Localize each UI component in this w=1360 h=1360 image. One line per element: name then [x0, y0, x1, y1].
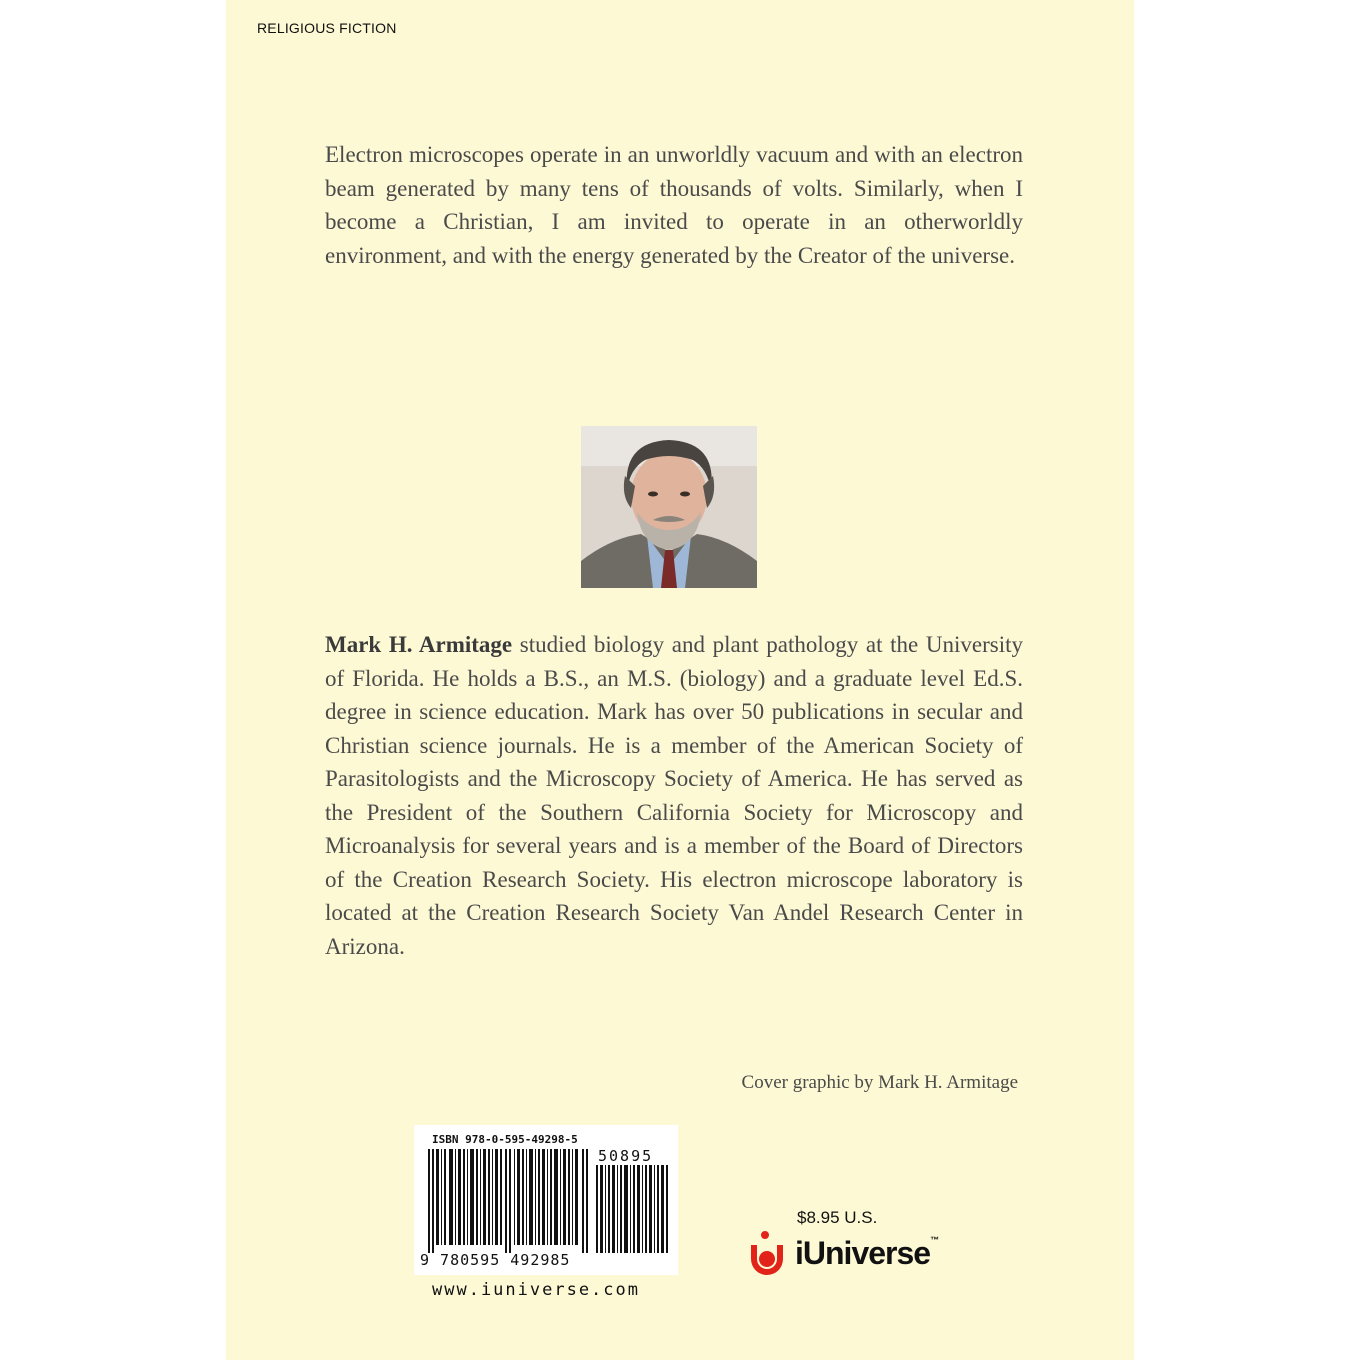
blurb-paragraph: Electron microscopes operate in an unworldly vacuum and with an electron beam generated by many tens of thousands of volts. Similarly, when I become a Christian, I am invited to operate in an otherworldly environment, and with the energy generated by the Creator of the universe. — [325, 142, 1023, 268]
price: $8.95 U.S. — [797, 1208, 878, 1227]
addon-number: 50895 — [598, 1147, 654, 1165]
bio-text: studied biology and plant pathology at the University of Florida. He holds a B.S., an M.S. (biology) and a graduate level Ed.S. degree in science education. Mark has over 50 publications in secular and Christian science journals. He is a member of the American Society of Parasitologists and the Microscopy Society of America. He has served as the President of the Southern California Society for Microscopy and Microanalysis for several years and is a member of the Board of Directors of the Creation Research Society. His electron microscope laboratory is located at the Creation Research Society Van Andel Research Center in Arizona. — [325, 632, 1023, 959]
isbn-number: 9 780595 492985 — [420, 1251, 571, 1269]
iuniverse-logo-icon — [747, 1231, 791, 1279]
addon-barcode — [596, 1165, 670, 1253]
back-cover — [226, 0, 1134, 1360]
author-photo — [581, 426, 757, 588]
author-name: Mark H. Armitage — [325, 632, 513, 657]
barcode — [414, 1125, 678, 1275]
publisher-name: iUniverse™ — [795, 1235, 940, 1271]
website-url: www.iuniverse.com — [432, 1280, 640, 1300]
isbn-label: ISBN 978-0-595-49298-5 — [432, 1133, 578, 1146]
author-bio — [325, 628, 1023, 963]
cover-credit: Cover graphic by Mark H. Armitage — [741, 1072, 1018, 1093]
isbn-barcode — [428, 1149, 588, 1253]
genre-label: RELIGIOUS FICTION — [257, 20, 397, 36]
